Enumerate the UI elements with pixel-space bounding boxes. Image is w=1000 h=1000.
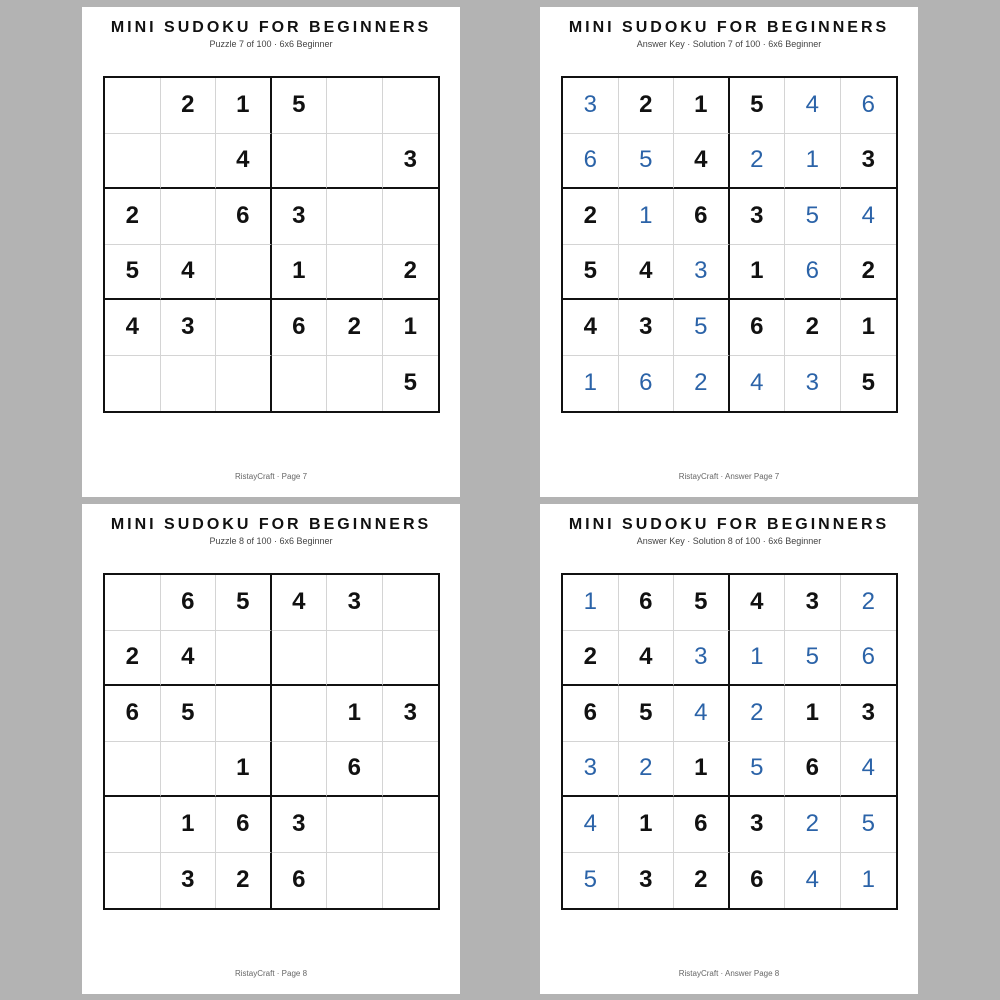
- sudoku-cell: 5: [674, 300, 730, 356]
- sudoku-cell: 5: [785, 189, 841, 245]
- sudoku-cell: 1: [327, 686, 383, 742]
- sudoku-cell: [383, 797, 439, 853]
- sudoku-cell: 4: [272, 575, 328, 631]
- sudoku-cell: 1: [161, 797, 217, 853]
- sudoku-cell: 1: [674, 742, 730, 798]
- sudoku-cell: [327, 853, 383, 909]
- puzzle-page-7: [82, 7, 460, 497]
- sudoku-cell: 2: [563, 189, 619, 245]
- sudoku-cell: [161, 134, 217, 190]
- sudoku-cell: [216, 300, 272, 356]
- sudoku-cell: 5: [563, 853, 619, 909]
- page-footer: RistayCraft · Answer Page 8: [678, 969, 780, 978]
- sudoku-cell: [272, 631, 328, 687]
- sudoku-cell: [327, 631, 383, 687]
- sudoku-cell: 6: [841, 631, 897, 687]
- sudoku-cell: 3: [841, 686, 897, 742]
- sudoku-cell: [327, 797, 383, 853]
- sudoku-cell: [327, 189, 383, 245]
- sudoku-cell: 2: [563, 631, 619, 687]
- sudoku-cell: 2: [105, 631, 161, 687]
- sudoku-cell: 6: [563, 134, 619, 190]
- sudoku-cell: 3: [383, 686, 439, 742]
- sudoku-cell: 4: [216, 134, 272, 190]
- sudoku-cell: 2: [841, 245, 897, 301]
- sudoku-cell: 3: [161, 853, 217, 909]
- sudoku-cell: 5: [674, 575, 730, 631]
- sudoku-cell: 2: [674, 356, 730, 412]
- sudoku-cell: 6: [619, 575, 675, 631]
- page-title: MINI SUDOKU FOR BEGINNERS: [568, 19, 890, 36]
- sudoku-cell: 3: [563, 742, 619, 798]
- puzzle-page-8: [82, 504, 460, 994]
- sudoku-cell: 1: [383, 300, 439, 356]
- sudoku-cell: 1: [785, 686, 841, 742]
- sudoku-cell: 5: [785, 631, 841, 687]
- sudoku-cell: 1: [841, 300, 897, 356]
- sudoku-cell: 1: [563, 356, 619, 412]
- sudoku-cell: 3: [327, 575, 383, 631]
- sudoku-cell: 5: [619, 686, 675, 742]
- sudoku-cell: [216, 245, 272, 301]
- sudoku-cell: [105, 742, 161, 798]
- sudoku-cell: 4: [161, 245, 217, 301]
- sudoku-cell: [105, 853, 161, 909]
- answer-page-7: [540, 7, 918, 497]
- sudoku-cell: 5: [730, 742, 786, 798]
- sudoku-cell: 6: [161, 575, 217, 631]
- sudoku-cell: 3: [730, 189, 786, 245]
- sudoku-cell: 2: [785, 300, 841, 356]
- page-title: MINI SUDOKU FOR BEGINNERS: [110, 19, 432, 36]
- sudoku-cell: 6: [841, 78, 897, 134]
- sudoku-cell: 5: [563, 245, 619, 301]
- sudoku-cell: 2: [730, 686, 786, 742]
- sudoku-cell: [216, 631, 272, 687]
- sudoku-cell: 5: [619, 134, 675, 190]
- sudoku-cell: [105, 356, 161, 412]
- sudoku-cell: 2: [619, 742, 675, 798]
- sudoku-cell: 3: [161, 300, 217, 356]
- sudoku-cell: 3: [619, 300, 675, 356]
- sudoku-cell: 4: [730, 356, 786, 412]
- sudoku-cell: 1: [861, 866, 875, 894]
- sudoku-cell: 6: [785, 245, 841, 301]
- sudoku-cell: [105, 797, 161, 853]
- sudoku-cell: 2: [216, 853, 272, 909]
- sudoku-grid: [561, 76, 898, 413]
- sudoku-cell: [216, 686, 272, 742]
- sudoku-cell: 4: [730, 575, 786, 631]
- sudoku-cell: 2: [383, 245, 439, 301]
- sudoku-cell: 4: [841, 742, 897, 798]
- sudoku-cell: 1: [272, 245, 328, 301]
- sudoku-cell: 4: [674, 134, 730, 190]
- sudoku-cell: 1: [619, 189, 675, 245]
- sudoku-cell: [272, 134, 328, 190]
- page-title: MINI SUDOKU FOR BEGINNERS: [110, 516, 432, 533]
- sudoku-cell: 2: [327, 300, 383, 356]
- sudoku-cell: 6: [563, 686, 619, 742]
- sudoku-cell: [327, 134, 383, 190]
- sudoku-cell: 4: [785, 78, 841, 134]
- sudoku-cell: [327, 356, 383, 412]
- sudoku-cell: 4: [674, 686, 730, 742]
- sudoku-cell: 6: [327, 742, 383, 798]
- sudoku-cell: 5: [730, 78, 786, 134]
- sudoku-cell: 6: [730, 300, 786, 356]
- sudoku-cell: 2: [730, 134, 786, 190]
- sudoku-cell: 6: [216, 797, 272, 853]
- sudoku-cell: 4: [841, 189, 897, 245]
- sudoku-cell: 2: [161, 78, 217, 134]
- sudoku-cell: [161, 189, 217, 245]
- sudoku-cell: 3: [272, 797, 328, 853]
- sudoku-cell: 3: [383, 134, 439, 190]
- sudoku-cell: [161, 742, 217, 798]
- sudoku-cell: 6: [272, 300, 328, 356]
- sudoku-cell: 3: [785, 575, 841, 631]
- page-subtitle: Puzzle 8 of 100 · 6x6 Beginner: [209, 536, 333, 546]
- sudoku-cell: 5: [403, 369, 417, 397]
- sudoku-cell: 5: [216, 575, 272, 631]
- sudoku-cell: 6: [674, 189, 730, 245]
- sudoku-cell: 3: [674, 631, 730, 687]
- sudoku-cell: [105, 78, 161, 134]
- sudoku-cell: 3: [785, 356, 841, 412]
- sudoku-cell: 3: [730, 797, 786, 853]
- sudoku-cell: 6: [619, 356, 675, 412]
- page-subtitle: Puzzle 7 of 100 · 6x6 Beginner: [209, 39, 333, 49]
- page-subtitle: Answer Key · Solution 8 of 100 · 6x6 Beginner: [636, 536, 822, 546]
- sudoku-cell: 3: [841, 134, 897, 190]
- page-title: MINI SUDOKU FOR BEGINNERS: [568, 516, 890, 533]
- sudoku-cell: 1: [216, 78, 272, 134]
- sudoku-cell: 2: [619, 78, 675, 134]
- sudoku-cell: [383, 575, 439, 631]
- answer-page-8: [540, 504, 918, 994]
- sudoku-cell: [383, 189, 439, 245]
- sudoku-cell: [272, 742, 328, 798]
- sudoku-cell: 6: [785, 742, 841, 798]
- sudoku-cell: [272, 686, 328, 742]
- sudoku-cell: 5: [272, 78, 328, 134]
- sudoku-cell: 6: [216, 189, 272, 245]
- sudoku-cell: 1: [674, 78, 730, 134]
- sudoku-cell: [383, 631, 439, 687]
- sudoku-cell: [327, 245, 383, 301]
- sudoku-cell: 4: [161, 631, 217, 687]
- sudoku-cell: 6: [105, 686, 161, 742]
- sudoku-cell: 4: [563, 797, 619, 853]
- sudoku-cell: 1: [785, 134, 841, 190]
- page-footer: RistayCraft · Page 7: [234, 472, 308, 481]
- sudoku-cell: 6: [272, 853, 328, 909]
- page-subtitle: Answer Key · Solution 7 of 100 · 6x6 Beginner: [636, 39, 822, 49]
- sudoku-cell: 2: [674, 853, 730, 909]
- sudoku-cell: 5: [161, 686, 217, 742]
- sudoku-cell: 4: [619, 245, 675, 301]
- sudoku-cell: 6: [674, 797, 730, 853]
- sudoku-cell: [272, 356, 328, 412]
- sudoku-cell: [105, 134, 161, 190]
- sudoku-cell: 4: [563, 300, 619, 356]
- sudoku-cell: 1: [730, 631, 786, 687]
- sudoku-cell: 2: [785, 797, 841, 853]
- sudoku-cell: [383, 78, 439, 134]
- sudoku-grid: [103, 573, 440, 910]
- sudoku-cell: 1: [730, 245, 786, 301]
- sudoku-cell: 3: [272, 189, 328, 245]
- sudoku-grid: [561, 573, 898, 910]
- sudoku-cell: 2: [105, 189, 161, 245]
- sudoku-cell: 2: [841, 575, 897, 631]
- sudoku-cell: 3: [674, 245, 730, 301]
- page-footer: RistayCraft · Answer Page 7: [678, 472, 780, 481]
- page-footer: RistayCraft · Page 8: [234, 969, 308, 978]
- sudoku-cell: 1: [619, 797, 675, 853]
- sudoku-cell: [105, 575, 161, 631]
- sudoku-cell: 1: [216, 742, 272, 798]
- sudoku-cell: [383, 853, 439, 909]
- sudoku-cell: 3: [563, 78, 619, 134]
- sudoku-cell: 6: [730, 853, 786, 909]
- sudoku-cell: [383, 742, 439, 798]
- sudoku-cell: [327, 78, 383, 134]
- sudoku-cell: [216, 356, 272, 412]
- sudoku-cell: 5: [105, 245, 161, 301]
- sudoku-cell: 1: [563, 575, 619, 631]
- sudoku-cell: 3: [619, 853, 675, 909]
- sudoku-cell: 5: [861, 369, 875, 397]
- sudoku-cell: 5: [841, 797, 897, 853]
- sudoku-grid: [103, 76, 440, 413]
- sudoku-cell: [161, 356, 217, 412]
- sudoku-cell: 4: [619, 631, 675, 687]
- sudoku-cell: 4: [105, 300, 161, 356]
- sudoku-cell: 4: [785, 853, 841, 909]
